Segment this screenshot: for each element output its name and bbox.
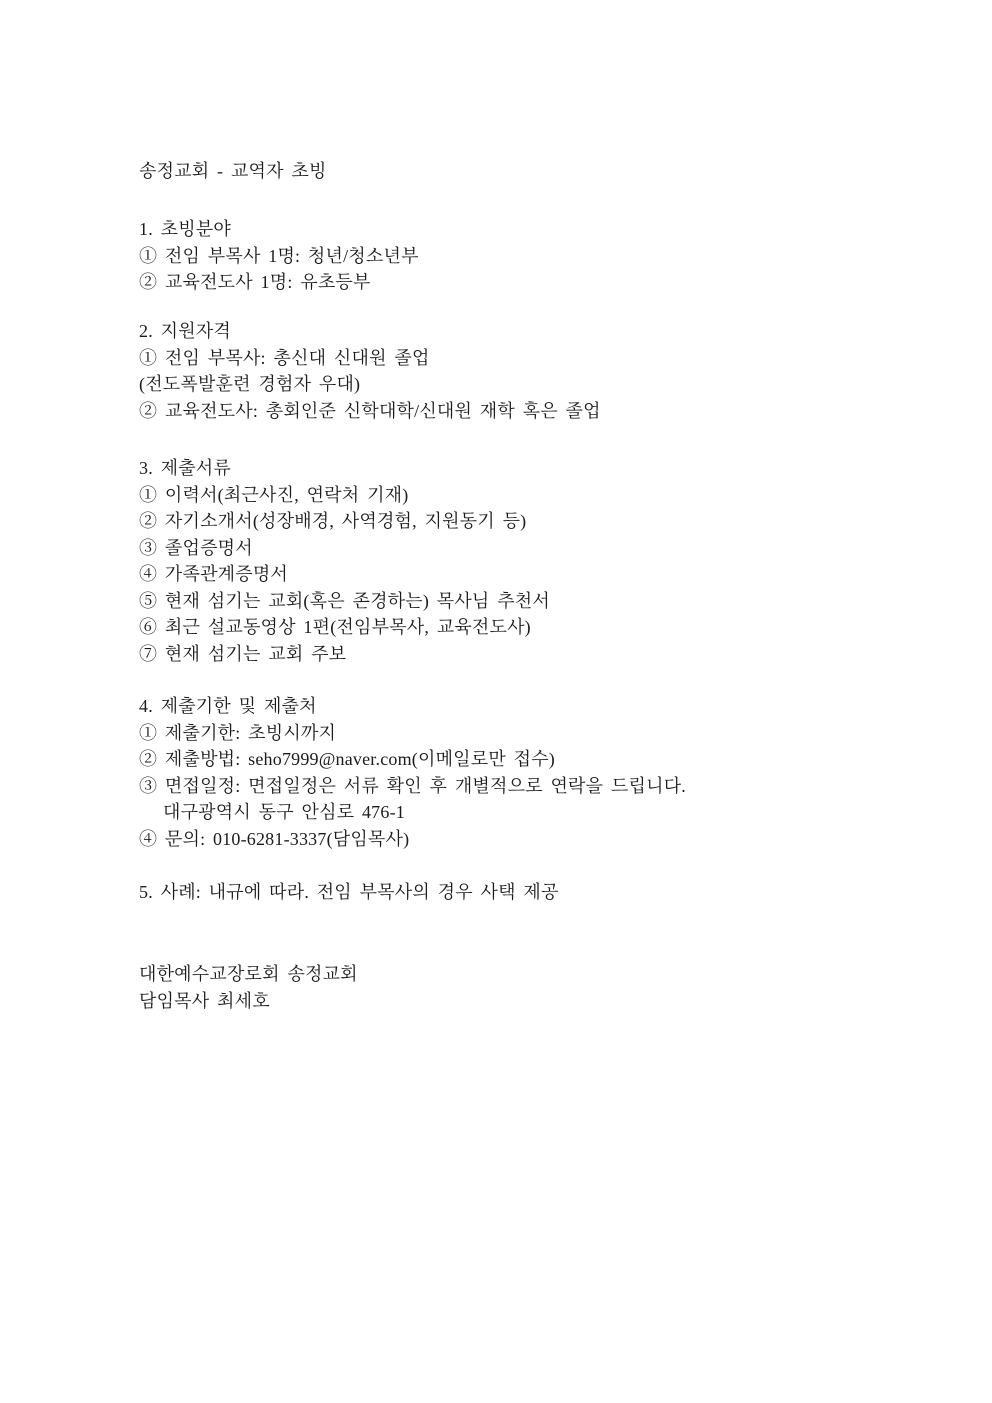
list-item: ① 전임 부목사: 총신대 신대원 졸업 bbox=[139, 347, 430, 368]
list-item: ① 전임 부목사 1명: 청년/청소년부 bbox=[139, 245, 419, 266]
section-heading: 2. 지원자격 bbox=[139, 321, 231, 341]
list-item-email: ② 제출방법: seho7999@naver.com(이메일로만 접수) bbox=[139, 749, 555, 769]
list-item: ② 교육전도사: 총회인준 신학대학/신대원 재학 혹은 졸업 bbox=[139, 400, 601, 421]
section-heading: 3. 제출서류 bbox=[139, 458, 231, 478]
section-submission bbox=[139, 693, 859, 852]
section-qualifications bbox=[139, 318, 859, 424]
list-item: ④ 가족관계증명서 bbox=[139, 564, 289, 584]
pastor-name: 담임목사 최세호 bbox=[139, 990, 270, 1011]
document-title: 송정교회 - 교역자 초빙 bbox=[139, 161, 327, 181]
list-item: ⑦ 현재 섬기는 교회 주보 bbox=[139, 643, 347, 664]
address-line: 대구광역시 동구 안심로 476-1 bbox=[163, 802, 405, 822]
section-heading: 1. 초빙분야 bbox=[139, 219, 231, 239]
section-heading: 5. 사례: 내규에 따라. 전임 부목사의 경우 사택 제공 bbox=[139, 881, 559, 902]
list-item: ① 제출기한: 초빙시까지 bbox=[139, 722, 337, 743]
list-item: ③ 면접일정: 면접일정은 서류 확인 후 개별적으로 연락을 드립니다. bbox=[139, 775, 686, 796]
list-item: ⑤ 현재 섬기는 교회(혹은 존경하는) 목사님 추천서 bbox=[139, 590, 550, 611]
list-item-note: (전도폭발훈련 경험자 우대) bbox=[139, 374, 361, 394]
list-item-phone: ④ 문의: 010-6281-3337(담임목사) bbox=[139, 828, 410, 849]
list-item: ② 교육전도사 1명: 유초등부 bbox=[139, 272, 371, 292]
section-invitation-fields bbox=[139, 216, 859, 296]
section-heading: 4. 제출기한 및 제출처 bbox=[139, 696, 317, 716]
section-required-documents bbox=[139, 455, 859, 667]
document-body bbox=[139, 158, 859, 1014]
section-remuneration bbox=[139, 879, 859, 906]
list-item: ① 이력서(최근사진, 연락처 기재) bbox=[139, 484, 409, 505]
closing-signature bbox=[139, 961, 859, 1014]
list-item: ⑥ 최근 설교동영상 1편(전임부목사, 교육전도사) bbox=[139, 617, 531, 637]
list-item: ③ 졸업증명서 bbox=[139, 537, 253, 558]
list-item: ② 자기소개서(성장배경, 사역경험, 지원동기 등) bbox=[139, 511, 527, 531]
church-name: 대한예수교장로회 송정교회 bbox=[139, 964, 358, 984]
